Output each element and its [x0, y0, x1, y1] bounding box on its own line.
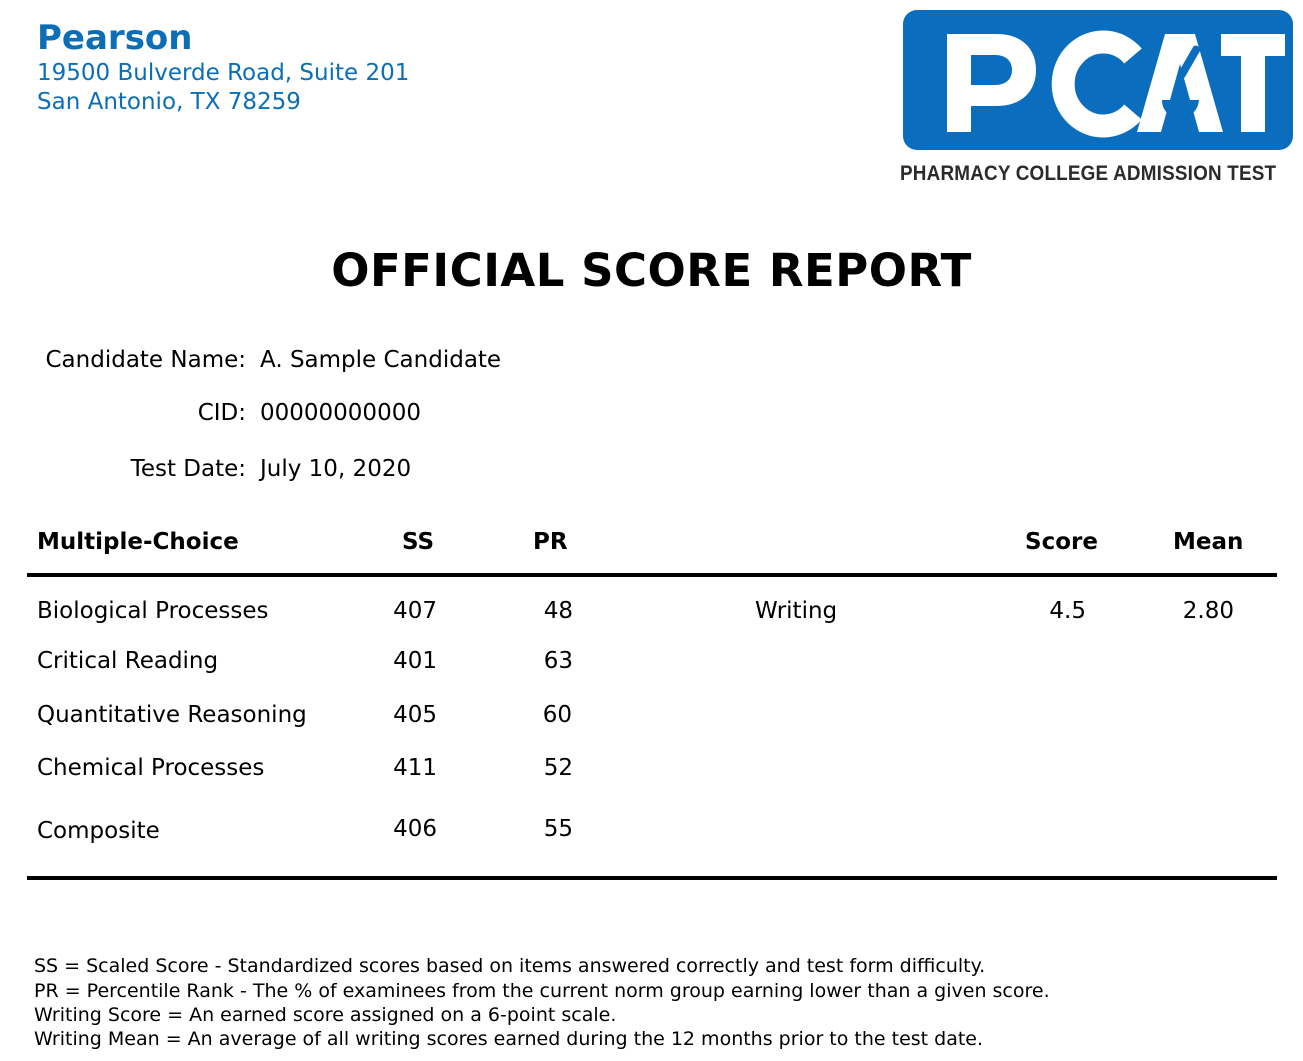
footnote-writing-mean: Writing Mean = An average of all writing scores earned during the 12 months prior to the test date. — [34, 1028, 984, 1050]
writing-mean: 2.80 — [1182, 598, 1234, 624]
table-bottom-rule — [27, 876, 1277, 880]
footnote-writing-score: Writing Score = An earned score assigned on a 6-point scale. — [34, 1004, 617, 1026]
footnote-pr: PR = Percentile Rank - The % of examinees from the current norm group earning lower than a given score. — [34, 980, 1050, 1002]
org-name: Pearson — [37, 18, 193, 58]
address-line-1: 19500 Bulverde Road, Suite 201 — [37, 60, 410, 86]
address-line-2: San Antonio, TX 78259 — [37, 89, 301, 115]
row-quantitative-reasoning-pr: 60 — [542, 702, 572, 728]
row-chemical-processes-name: Chemical Processes — [37, 755, 265, 781]
page-title: OFFICIAL SCORE REPORT — [331, 244, 972, 297]
logo-letter-p — [947, 34, 1036, 132]
pcat-logo — [903, 10, 1293, 150]
test-date-value: July 10, 2020 — [260, 456, 412, 482]
row-composite-pr: 55 — [543, 816, 573, 842]
row-biological-processes-ss: 407 — [393, 598, 437, 624]
registered-mark: ® — [1255, 57, 1263, 65]
row-biological-processes-pr: 48 — [543, 598, 573, 624]
cid-value: 00000000000 — [260, 400, 421, 426]
header-multiple-choice: Multiple-Choice — [37, 529, 239, 555]
header-mean: Mean — [1173, 529, 1244, 555]
header-pr: PR — [533, 529, 568, 555]
candidate-name-value: A. Sample Candidate — [260, 347, 502, 373]
writing-score: 4.5 — [1049, 598, 1086, 624]
row-quantitative-reasoning-name: Quantitative Reasoning — [37, 702, 307, 728]
table-top-rule — [27, 573, 1277, 577]
row-critical-reading-pr: 63 — [543, 648, 573, 674]
cid-label: CID: — [197, 400, 246, 426]
row-critical-reading-ss: 401 — [393, 648, 437, 674]
header-ss: SS — [402, 529, 435, 555]
mortar-pestle-icon — [1137, 34, 1223, 132]
row-critical-reading-name: Critical Reading — [37, 648, 219, 674]
footnote-ss: SS = Scaled Score - Standardized scores based on items answered correctly and test form difficulty. — [34, 955, 986, 977]
logo-letter-t — [1221, 34, 1285, 132]
test-date-label: Test Date: — [130, 456, 246, 482]
pcat-logo-graphic — [903, 10, 1293, 150]
candidate-name-label: Candidate Name: — [45, 347, 246, 373]
logo-subtitle: PHARMACY COLLEGE ADMISSION TEST — [900, 162, 1277, 185]
row-biological-processes-name: Biological Processes — [37, 598, 269, 624]
row-composite-name: Composite — [37, 818, 160, 844]
header-score: Score — [1025, 529, 1098, 555]
row-quantitative-reasoning-ss: 405 — [393, 702, 437, 728]
logo-letter-c — [1063, 42, 1133, 126]
writing-label: Writing — [755, 598, 838, 624]
row-chemical-processes-ss: 411 — [393, 755, 437, 781]
row-composite-ss: 406 — [393, 816, 437, 842]
row-chemical-processes-pr: 52 — [543, 755, 573, 781]
